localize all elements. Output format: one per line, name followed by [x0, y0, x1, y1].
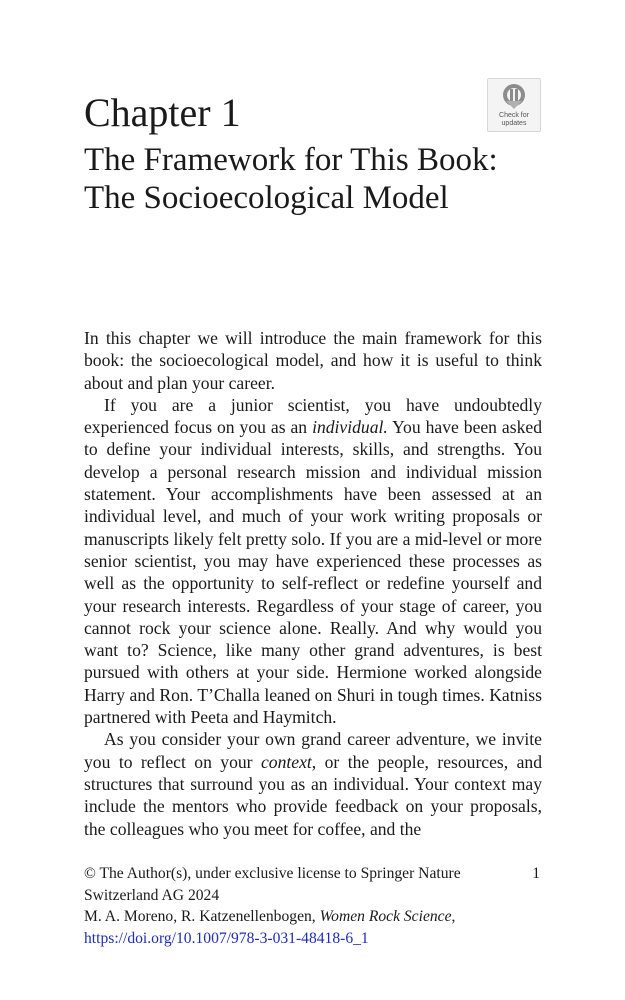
- copyright-footer: [84, 863, 542, 949]
- check-for-updates-badge[interactable]: [487, 78, 541, 132]
- copyright-text: © The Author(s), under exclusive license to Springer Nature: [84, 865, 461, 882]
- chapter-number: Chapter 1: [84, 90, 241, 135]
- badge-text-line1: Check for: [499, 112, 529, 119]
- citation-line: [84, 906, 542, 928]
- paragraph-3-text-a: As you consider your own grand career adventure, we invite you to reflect on your: [84, 729, 542, 772]
- citation-comma: ,: [451, 908, 456, 925]
- doi-link[interactable]: https://doi.org/10.1007/978-3-031-48418-6_1: [84, 929, 369, 947]
- chapter-body: [84, 327, 542, 840]
- citation-authors: M. A. Moreno, R. Katzenellenbogen,: [84, 908, 320, 925]
- citation-book-title: Women Rock Science: [319, 908, 452, 925]
- paragraph-2-emphasis: individual.: [312, 417, 388, 438]
- paragraph-1: In this chapter we will introduce the main framework for this book: the socioecological model, and how it is useful to think about and plan your career.: [84, 328, 542, 393]
- paragraph-3: [84, 728, 542, 839]
- badge-text-line2: updates: [501, 120, 527, 127]
- page-number: 1: [532, 865, 540, 882]
- chapter-title: The Framework for This Book: The Socioecological Model: [84, 142, 498, 216]
- update-check-icon: [501, 83, 527, 111]
- paragraph-3-emphasis: context: [260, 751, 312, 772]
- paragraph-3-text-b: , or the people, resources, and structures that surround you as an individual. Your context may include the mentors who provide feedback on your proposals, the colleagues who you meet for coffee, and the: [84, 751, 542, 839]
- copyright-line-2: Switzerland AG 2024: [84, 886, 220, 904]
- copyright-line-1: [84, 863, 542, 885]
- doi-line: [84, 928, 542, 950]
- paragraph-2-text-a: If you are a junior scientist, you have undoubtedly experienced focus on you as an: [84, 394, 542, 438]
- paragraph-2-text-b: You have been asked to define your individual interests, skills, and strengths. You develop a personal research mission and individual mission statement. Your accomplishments have been assessed at an individual level, and much of your work writing proposals or manuscripts likely felt pretty solo. If you are a mid-level or more senior scientist, you may have experienced these processes as well as the opportunity to self-reflect or redefine yourself and your research interests. Regardless of your stage of career, you cannot rock your science alone. Really. And why would you want to? Science, like many other grand adventures, is best pursued with others at your side. Hermione worked alongside Harry and Ron. T’Challa leaned on Shuri in tough times. Katniss partnered with Peeta and Haymitch.: [84, 417, 542, 728]
- paragraph-2: [84, 394, 542, 728]
